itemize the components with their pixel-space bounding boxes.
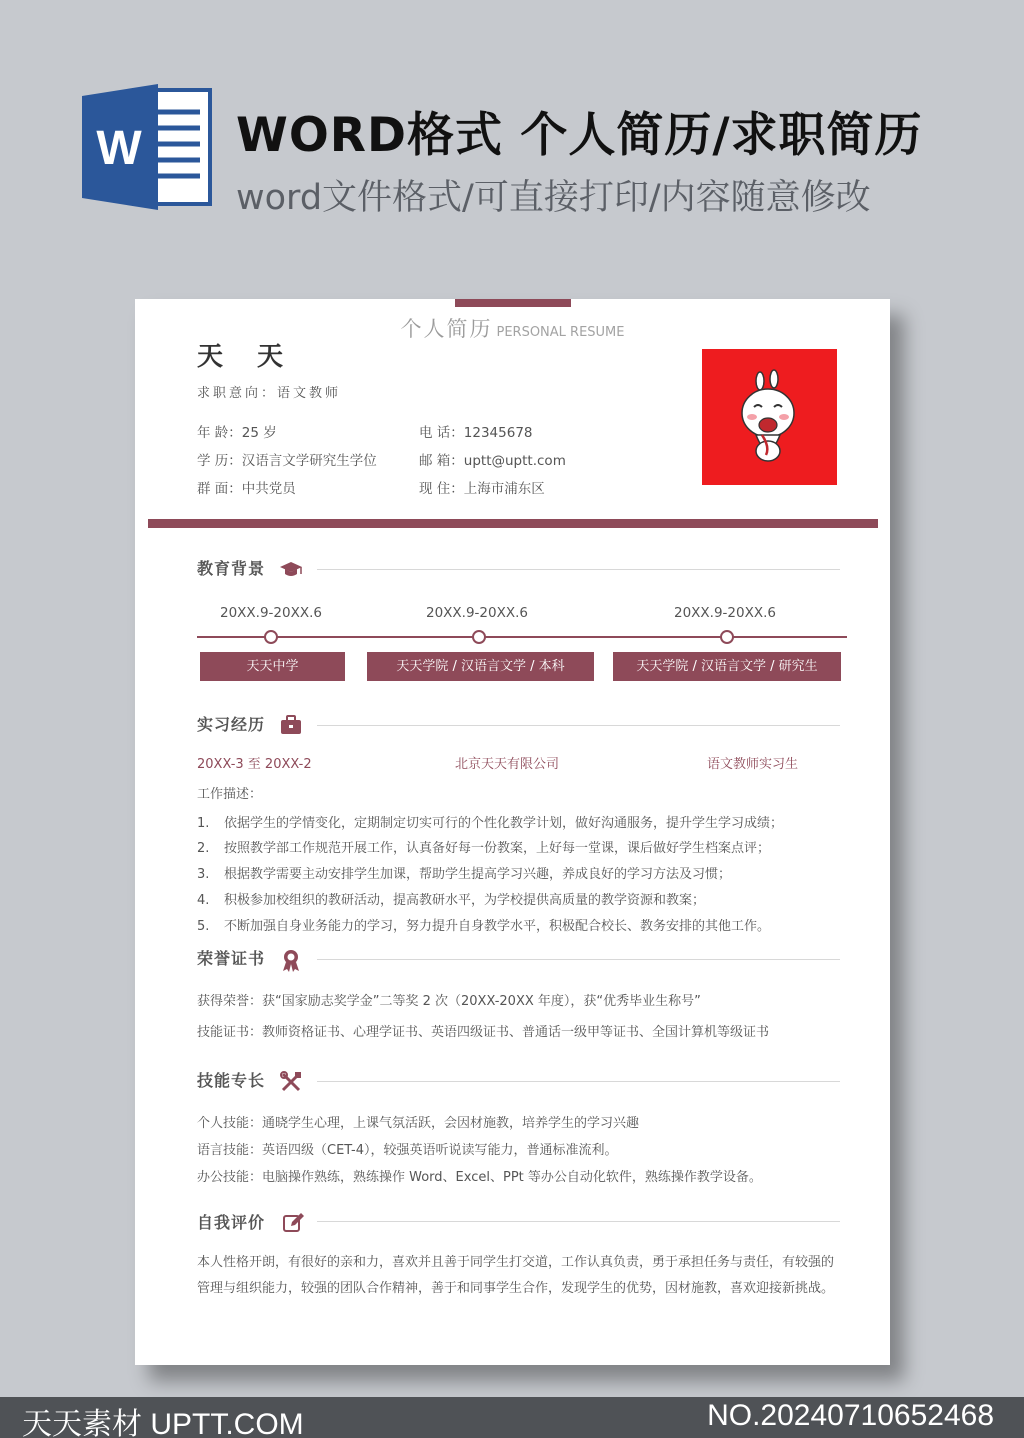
graduation-cap-icon xyxy=(279,558,303,582)
item-number: 4. xyxy=(197,893,210,908)
info-phone: 电 话：12345678 xyxy=(419,425,533,441)
timeline-node xyxy=(720,630,734,644)
section-rule xyxy=(317,569,840,570)
section-title-honors: 荣誉证书 xyxy=(197,949,266,968)
section-rule xyxy=(317,1081,840,1082)
info-age: 年 龄：25 岁 xyxy=(197,425,277,441)
section-title-education: 教育背景 xyxy=(197,559,266,578)
info-education: 学 历：汉语言文学研究生学位 xyxy=(197,453,377,469)
footer-brand: 天天素材 UPTT.COM xyxy=(22,1408,304,1438)
briefcase-icon xyxy=(279,713,303,737)
info-email: 邮 箱：uptt@uptt.com xyxy=(419,453,566,469)
word-icon xyxy=(82,84,212,210)
header-divider xyxy=(148,519,878,528)
section-rule xyxy=(317,1221,840,1222)
honors-awards: 获得荣誉：获“国家励志奖学金”二等奖 2 次（20XX-20XX 年度），获“优秀毕业生称号” xyxy=(197,994,701,1009)
internship-period: 20XX-3 至 20XX-2 xyxy=(197,757,312,772)
work-desc-label: 工作描述： xyxy=(197,787,263,802)
timeline-school: 天天学院 / 汉语言文学 / 本科 xyxy=(367,652,594,681)
timeline-school: 天天中学 xyxy=(200,652,345,681)
job-intent: 求职意向：语文教师 xyxy=(197,386,342,401)
timeline-date: 20XX.9-20XX.6 xyxy=(220,605,322,621)
footer-bar xyxy=(0,1397,1024,1438)
item-text: 按照教学部工作规范开展工作，认真备好每一份教案，上好每一堂课，课后做好学生档案点评； xyxy=(224,841,771,856)
section-title-self: 自我评价 xyxy=(197,1213,266,1232)
work-item xyxy=(197,812,783,831)
item-number: 1. xyxy=(197,816,210,831)
footer-number: NO.20240710652468 xyxy=(707,1399,994,1432)
item-number: 3. xyxy=(197,867,210,882)
banner-subtitle: word文件格式/可直接打印/内容随意修改 xyxy=(236,178,871,218)
work-item xyxy=(197,837,770,856)
tools-icon xyxy=(279,1070,303,1094)
work-item xyxy=(197,915,770,934)
top-accent-tab xyxy=(455,299,571,307)
timeline-node xyxy=(472,630,486,644)
timeline-node xyxy=(264,630,278,644)
education-timeline xyxy=(197,636,847,638)
self-evaluation-text: 本人性格开朗，有很好的亲和力，喜欢并且善于同学生打交道，工作认真负责，勇于承担任务与责任，有较强的管理与组织能力，较强的团队合作精神，善于和同事学生合作，发现学生的优势，因材施教，喜欢迎接新挑战。 xyxy=(197,1255,835,1296)
internship-role: 语文教师实习生 xyxy=(707,757,799,772)
item-number: 5. xyxy=(197,919,210,934)
info-party: 群 面：中共党员 xyxy=(197,481,296,497)
honors-certificates: 技能证书：教师资格证书、心理学证书、英语四级证书、普通话一级甲等证书、全国计算机等级证书 xyxy=(197,1025,770,1040)
skill-personal: 个人技能：通晓学生心理，上课气氛活跃，会因材施教，培养学生的学习兴趣 xyxy=(197,1116,640,1131)
resume-sheet xyxy=(135,299,890,1365)
section-title-internship: 实习经历 xyxy=(197,715,266,734)
work-item xyxy=(197,863,731,882)
cartoon-avatar-icon xyxy=(702,349,837,485)
item-number: 2. xyxy=(197,841,210,856)
section-rule xyxy=(317,725,840,726)
doc-title-en: PERSONAL RESUME xyxy=(496,325,625,340)
candidate-name: 天 天 xyxy=(197,342,288,372)
work-item xyxy=(197,889,705,908)
banner xyxy=(0,0,1024,280)
edit-icon xyxy=(281,1211,305,1235)
timeline-school: 天天学院 / 汉语言文学 / 研究生 xyxy=(613,652,841,681)
section-rule xyxy=(317,959,840,960)
banner-title: WORD格式 个人简历/求职简历 xyxy=(236,108,923,163)
award-medal-icon xyxy=(279,948,303,972)
profile-photo xyxy=(702,349,837,485)
item-text: 积极参加校组织的教研活动，提高教研水平，为学校提供高质量的教学资源和教案； xyxy=(224,893,706,908)
item-text: 根据教学需要主动安排学生加课，帮助学生提高学习兴趣，养成良好的学习方法及习惯； xyxy=(224,867,732,882)
item-text: 依据学生的学情变化，定期制定切实可行的个性化教学计划，做好沟通服务，提升学生学习成绩； xyxy=(224,816,784,831)
info-address: 现 住：上海市浦东区 xyxy=(419,481,545,497)
doc-title-cn: 个人简历 xyxy=(400,317,493,341)
timeline-date: 20XX.9-20XX.6 xyxy=(426,605,528,621)
word-icon-letter: W xyxy=(96,122,142,175)
timeline-date: 20XX.9-20XX.6 xyxy=(674,605,776,621)
skill-language: 语言技能：英语四级（CET-4），较强英语听说读写能力，普通标准流利。 xyxy=(197,1143,618,1158)
skill-office: 办公技能：电脑操作熟练，熟练操作 Word、Excel、PPt 等办公自动化软件，熟练操作教学设备。 xyxy=(197,1170,762,1185)
item-text: 不断加强自身业务能力的学习，努力提升自身教学水平，积极配合校长、教务安排的其他工作。 xyxy=(224,919,771,934)
internship-company: 北京天天有限公司 xyxy=(455,757,560,772)
section-title-skills: 技能专长 xyxy=(197,1071,266,1090)
